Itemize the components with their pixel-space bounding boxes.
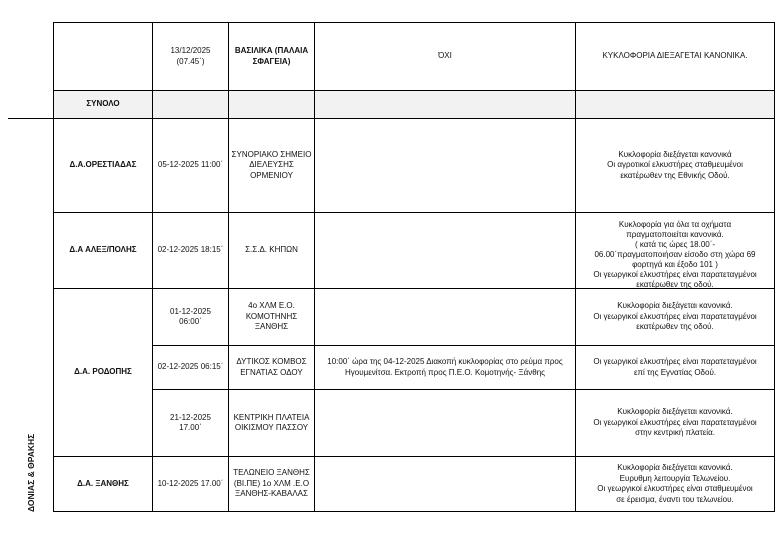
- measures-cell: [315, 213, 575, 288]
- table-border: [53, 511, 775, 512]
- date-cell: 05-12-2025 11:00΄: [157, 160, 224, 170]
- top-row-traffic: ΚΥΚΛΟΦΟΡΙΑ ΔΙΕΞΑΓΕΤΑΙ ΚΑΝΟΝΙΚΑ.: [602, 51, 748, 61]
- table-border: [53, 90, 775, 91]
- date-cell: 02-12-2025 06:15΄: [157, 362, 224, 372]
- date-cell: 02-12-2025 18:15΄: [157, 245, 224, 255]
- location-cell: Σ.Σ.Δ. ΚΗΠΩΝ: [245, 245, 298, 255]
- measures-cell: [315, 119, 575, 212]
- location-cell: ΣΥΝΟΡΙΑΚΟ ΣΗΜΕΙΟ ΔΙΕΛΕΥΣΗΣ ΟΡΜΕΝΙΟΥ: [231, 149, 312, 180]
- directorate-cell: Δ.Α. ΞΑΝΘΗΣ: [77, 478, 129, 488]
- date-cell: 10-12-2025 17.00΄: [157, 478, 224, 488]
- traffic-cell: Κυκλοφορία διεξάγεται κανονικά. Οι γεωργικοί ελκυστήρες είναι παρατεταγμένοι στην κεντρική πλατεία.: [593, 407, 757, 438]
- date-cell: 01-12-2025 06:00΄: [170, 306, 211, 326]
- traffic-cell: Κυκλοφορία διεξάγεται κανονικά. Ευρυθμη λειτουργία Τελωνείου. Οι γεωργικοί ελκυστήρες είναι σταθμευμένοι σε έρεισμα, έναντι του τελωνείου.: [597, 463, 753, 504]
- location-cell: 4ο ΧΛΜ Ε.Ο. ΚΟΜΟΤΗΝΗΣ ΞΑΝΘΗΣ: [245, 301, 298, 332]
- location-cell: ΤΕΛΩΝΕΙΟ ΞΑΝΘΗΣ (ΒΙ.ΠΕ) 1ο ΧΛΜ .Ε.Ο ΞΑΝΘΗΣ-ΚΑΒΑΛΑΣ: [233, 468, 310, 499]
- directorate-cell: Δ.Α.ΟΡΕΣΤΙΑΔΑΣ: [69, 160, 137, 170]
- measures-cell: [315, 390, 575, 456]
- measures-cell: [315, 457, 575, 511]
- total-row-background: [53, 90, 774, 118]
- location-cell: ΚΕΝΤΡΙΚΗ ΠΛΑΤΕΙΑ ΟΙΚΙΣΜΟΥ ΠΑΣΣΟΥ: [233, 412, 310, 432]
- directorate-cell: Δ.Α ΑΛΕΞ/ΠΟΛΗΣ: [69, 245, 137, 255]
- traffic-cell: Κυκλοφορία διεξάγεται κανονικά Οι αγροτικοί ελκυστήρες σταθμευμένοι εκατέρωθεν της Εθνικής Οδού.: [607, 149, 743, 180]
- traffic-cell: Κυκλοφορία διεξάγεται κανονικά. Οι γεωργικοί ελκυστήρες είναι παρατεταγμένοι εκατέρωθεν της οδού.: [593, 301, 757, 332]
- top-row-measures: ΌΧΙ: [438, 51, 452, 61]
- location-cell: ΔΥΤΙΚΟΣ ΚΟΜΒΟΣ ΕΓΝΑΤΙΑΣ ΟΔΟΥ: [236, 357, 307, 377]
- date-cell: 21-12-2025 17.00΄: [170, 412, 211, 432]
- top-row-location: ΒΑΣΙΛΙΚΑ (ΠΑΛΑΙΑ ΣΦΑΓΕΙΑ): [234, 46, 309, 66]
- traffic-cell: Κυκλοφορία για όλα τα οχήματα πραγματοποιείται κανονικά. ( κατά τις ώρες 18.00΄- 06.00΄πραγματοποιήσαν είσοδο στη χώρα 69 φορτηγά και έξοδο 101 ) Οι γεωργικοί ελκυστήρες είναι παρατεταγμένοι εκατέρωθεν της οδού.: [593, 220, 757, 289]
- directorate-cell: Δ.Α. ΡΟΔΟΠΗΣ: [74, 367, 132, 377]
- total-label: ΣΥΝΟΛΟ: [86, 99, 120, 109]
- measures-cell: 10:00΄ ώρα της 04-12-2025 Διακοπή κυκλοφορίας στο ρεύμα προς Ηγουμενίτσα. Εκτροπή προς Π.Ε.Ο. Κομοτηνής- Ξάνθης: [327, 357, 563, 377]
- measures-cell: [315, 289, 575, 345]
- region-label: ΔΟΝΙΑΣ & ΘΡΑΚΗΣ: [26, 433, 36, 512]
- table-border: [774, 22, 775, 512]
- traffic-cell: Οι γεωργικοί ελκυστήρες είναι παρατεταγμένοι επί της Εγνατίας Οδού.: [593, 357, 757, 377]
- top-row-date: 13/12/2025 (07.45΄): [170, 46, 211, 66]
